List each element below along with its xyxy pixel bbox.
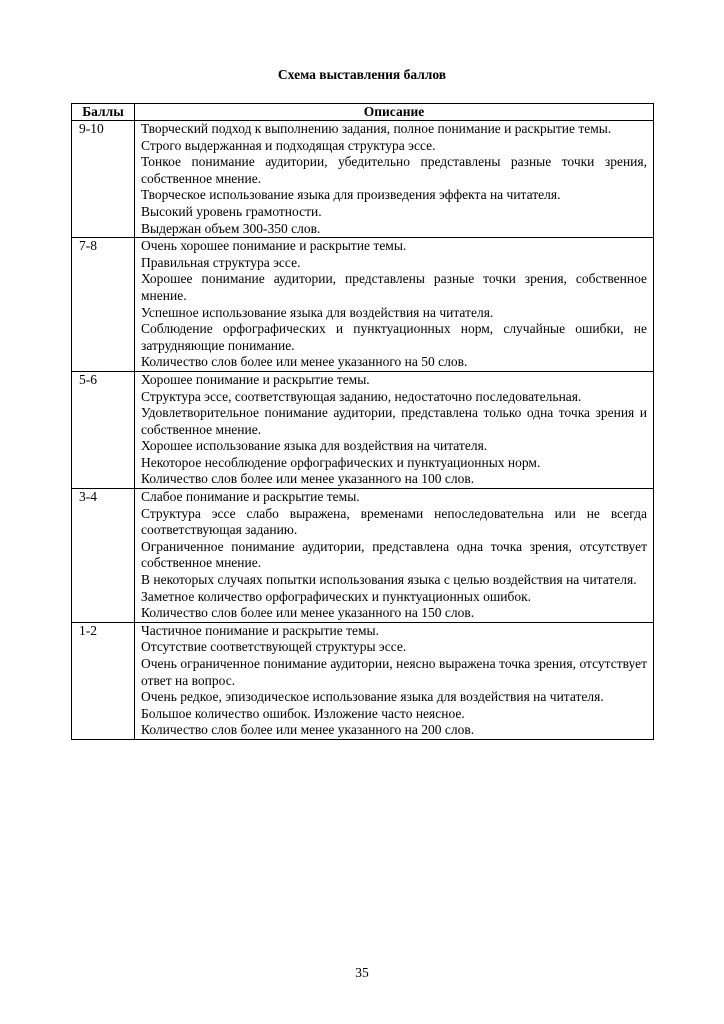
- criterion-item: Тонкое понимание аудитории, убедительно представлены разные точки зрения, собственное мнение.: [141, 154, 647, 186]
- criterion-item: Удовлетворительное понимание аудитории, представлена только одна точка зрения и собственное мнение.: [141, 405, 647, 437]
- page-title: Схема выставления баллов: [277, 67, 447, 82]
- criterion-item: Ограниченное понимание аудитории, представлена одна точка зрения, отсутствует собственное мнение.: [141, 538, 647, 571]
- criterion-item: Очень ограниченное понимание аудитории, неясно выражена точка зрения, отсутствует ответ на вопрос.: [141, 656, 647, 688]
- header-description: Описание: [135, 104, 654, 121]
- criterion-item: Высокий уровень грамотности.: [141, 203, 322, 219]
- criterion-item: Количество слов более или менее указанного на 100 слов.: [141, 471, 475, 487]
- description-cell: [135, 489, 654, 623]
- criterion-item: Успешное использование языка для воздействия на читателя.: [141, 304, 494, 320]
- criterion-item: Количество слов более или менее указанного на 200 слов.: [141, 722, 475, 738]
- grading-table: [71, 103, 654, 740]
- criterion-item: Творческий подход к выполнению задания, полное понимание и раскрытие темы.: [141, 121, 612, 136]
- criterion-item: Частичное понимание и раскрытие темы.: [141, 622, 379, 638]
- criterion-item: Некоторое несоблюдение орфографических и пунктуационных норм.: [141, 454, 541, 470]
- criterion-item: Отсутствие соответствующей структуры эссе.: [141, 639, 407, 655]
- score-cell: 9-10: [72, 121, 135, 238]
- table-row: [72, 238, 654, 372]
- criterion-item: Очень редкое, эпизодическое использование языка для воздействия на читателя.: [141, 689, 604, 705]
- table-row: [72, 121, 654, 238]
- criterion-item: Большое количество ошибок. Изложение часто неясное.: [141, 705, 465, 721]
- criterion-item: Слабое понимание и раскрытие темы.: [141, 489, 360, 505]
- score-cell: 7-8: [72, 238, 135, 372]
- description-cell: [135, 371, 654, 488]
- criterion-item: Строго выдержанная и подходящая структура эссе.: [141, 137, 436, 153]
- table-row: [72, 371, 654, 488]
- criterion-item: Хорошее понимание аудитории, представлены разные точки зрения, собственное мнение.: [141, 271, 647, 303]
- description-cell: [135, 622, 654, 739]
- header-score: Баллы: [72, 104, 135, 121]
- criterion-item: Количество слов более или менее указанного на 150 слов.: [141, 605, 475, 621]
- criterion-item: Выдержан объем 300-350 слов.: [141, 220, 321, 236]
- criterion-item: Хорошее понимание и раскрытие темы.: [141, 371, 370, 387]
- description-cell: [135, 121, 654, 238]
- table-header-row: [72, 104, 654, 121]
- score-cell: 1-2: [72, 622, 135, 739]
- score-cell: 5-6: [72, 371, 135, 488]
- criterion-item: Количество слов более или менее указанного на 50 слов.: [141, 354, 468, 370]
- page-number: 35: [355, 965, 369, 980]
- description-cell: [135, 238, 654, 372]
- table-row: [72, 489, 654, 623]
- criterion-item: Творческое использование языка для произведения эффекта на читателя.: [141, 187, 561, 203]
- score-cell: 3-4: [72, 489, 135, 623]
- criterion-item: Структура эссе слабо выражена, временами непоследовательна или не всегда соответствующая заданию.: [141, 505, 647, 538]
- criterion-item: В некоторых случаях попытки использования языка с целью воздействия на читателя.: [141, 572, 637, 588]
- criterion-item: Заметное количество орфографических и пунктуационных ошибок.: [141, 588, 532, 604]
- criterion-item: Правильная структура эссе.: [141, 254, 301, 270]
- criterion-item: Структура эссе, соответствующая заданию, недостаточно последовательная.: [141, 388, 582, 404]
- criterion-item: Хорошее использование языка для воздействия на читателя.: [141, 438, 488, 454]
- table-row: [72, 622, 654, 739]
- criterion-item: Очень хорошее понимание и раскрытие темы.: [141, 238, 407, 254]
- criterion-item: Соблюдение орфографических и пунктуационных норм, случайные ошибки, не затрудняющие понимание.: [141, 321, 647, 353]
